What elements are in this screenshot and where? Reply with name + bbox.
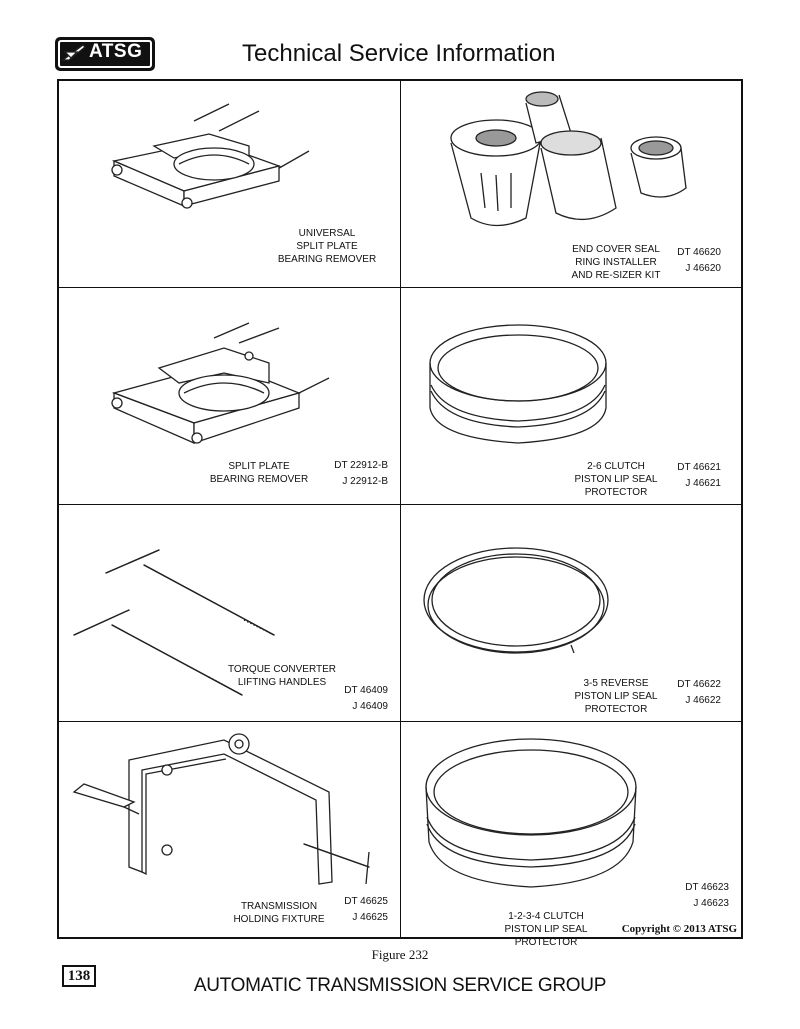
copyright-notice: Copyright © 2013 ATSG — [621, 923, 737, 935]
part-numbers — [641, 245, 721, 277]
part-number-dt: DT 46625 — [344, 896, 388, 907]
tool-cell-1-2-3-4-clutch — [401, 722, 743, 948]
piston-lip-seal-protector-icon — [421, 732, 641, 892]
page-number: 138 — [62, 965, 96, 987]
tool-name — [277, 227, 377, 266]
part-number-j: J 46409 — [352, 701, 388, 712]
tool-name-line: TRANSMISSION — [240, 901, 318, 912]
footer-text: AUTOMATIC TRANSMISSION SERVICE GROUP — [193, 975, 607, 996]
tool-name-line: SPLIT PLATE — [228, 461, 290, 472]
part-number-dt: DT 46621 — [677, 462, 721, 473]
tool-name-line: HOLDING FIXTURE — [233, 914, 325, 925]
part-number-dt: DT 46622 — [677, 679, 721, 690]
tool-name-line: PISTON LIP SEAL — [574, 691, 658, 702]
tool-name-line: AND RE-SIZER KIT — [571, 270, 661, 281]
tool-name-line: LIFTING HANDLES — [237, 677, 327, 688]
tool-name-line: 1-2-3-4 CLUTCH — [508, 911, 584, 922]
tool-name-line: RING INSTALLER — [575, 257, 657, 268]
figure-caption: Figure 232 — [371, 947, 429, 962]
atsg-logo-mark-icon — [61, 42, 87, 62]
tool-name-line: BEARING REMOVER — [277, 254, 377, 265]
part-numbers — [641, 677, 721, 709]
part-numbers — [308, 683, 388, 715]
split-plate-bearing-remover-icon — [99, 318, 349, 458]
tool-name — [209, 460, 309, 486]
tool-cell-universal-split-plate — [59, 81, 401, 288]
tool-cell-2-6-clutch — [401, 288, 743, 505]
transmission-holding-fixture-icon — [64, 732, 384, 902]
tool-name-line: 3-5 REVERSE — [583, 678, 649, 689]
tool-name-line: BEARING REMOVER — [209, 474, 309, 485]
part-number-j: J 46623 — [693, 898, 729, 909]
tool-name-line: PISTON LIP SEAL — [504, 924, 588, 935]
part-numbers — [641, 460, 721, 492]
part-number-dt: DT 46623 — [685, 882, 729, 893]
part-numbers — [308, 894, 388, 926]
tool-grid — [57, 79, 743, 948]
logo-text: ATSG — [89, 41, 143, 62]
tool-name-line: PISTON LIP SEAL — [574, 474, 658, 485]
part-number-dt: DT 46409 — [344, 685, 388, 696]
seal-ring-installer-kit-icon — [441, 93, 701, 233]
part-number-dt: DT 46620 — [677, 247, 721, 258]
part-number-j: J 46622 — [685, 695, 721, 706]
part-number-j: J 46625 — [352, 912, 388, 923]
tool-name-line: PROTECTOR — [584, 487, 648, 498]
tool-name-line: PROTECTOR — [584, 704, 648, 715]
tool-name — [491, 910, 601, 949]
tool-name-line: UNIVERSAL — [298, 228, 356, 239]
piston-lip-seal-protector-icon — [421, 545, 611, 665]
part-number-dt: DT 22912-B — [334, 460, 388, 471]
part-numbers — [649, 880, 729, 912]
page-title: Technical Service Information — [242, 40, 556, 67]
tool-cell-holding-fixture — [59, 722, 401, 939]
part-number-j: J 22912-B — [342, 476, 388, 487]
tool-cell-torque-converter-handles — [59, 505, 401, 722]
part-numbers — [298, 458, 388, 490]
tool-name-line: TORQUE CONVERTER — [228, 664, 336, 675]
tool-cell-end-cover-seal — [401, 81, 743, 288]
part-number-j: J 46620 — [685, 263, 721, 274]
tool-cell-3-5-reverse — [401, 505, 743, 722]
atsg-logo — [55, 37, 155, 71]
split-plate-bearing-remover-icon — [99, 106, 329, 216]
piston-lip-seal-protector-icon — [426, 323, 611, 453]
tool-name-line: 2-6 CLUTCH — [587, 461, 645, 472]
tool-name-line: SPLIT PLATE — [296, 241, 358, 252]
part-number-j: J 46621 — [685, 478, 721, 489]
tool-name-line: END COVER SEAL — [572, 244, 660, 255]
tool-name-line: PROTECTOR — [514, 937, 578, 948]
tool-cell-split-plate — [59, 288, 401, 505]
